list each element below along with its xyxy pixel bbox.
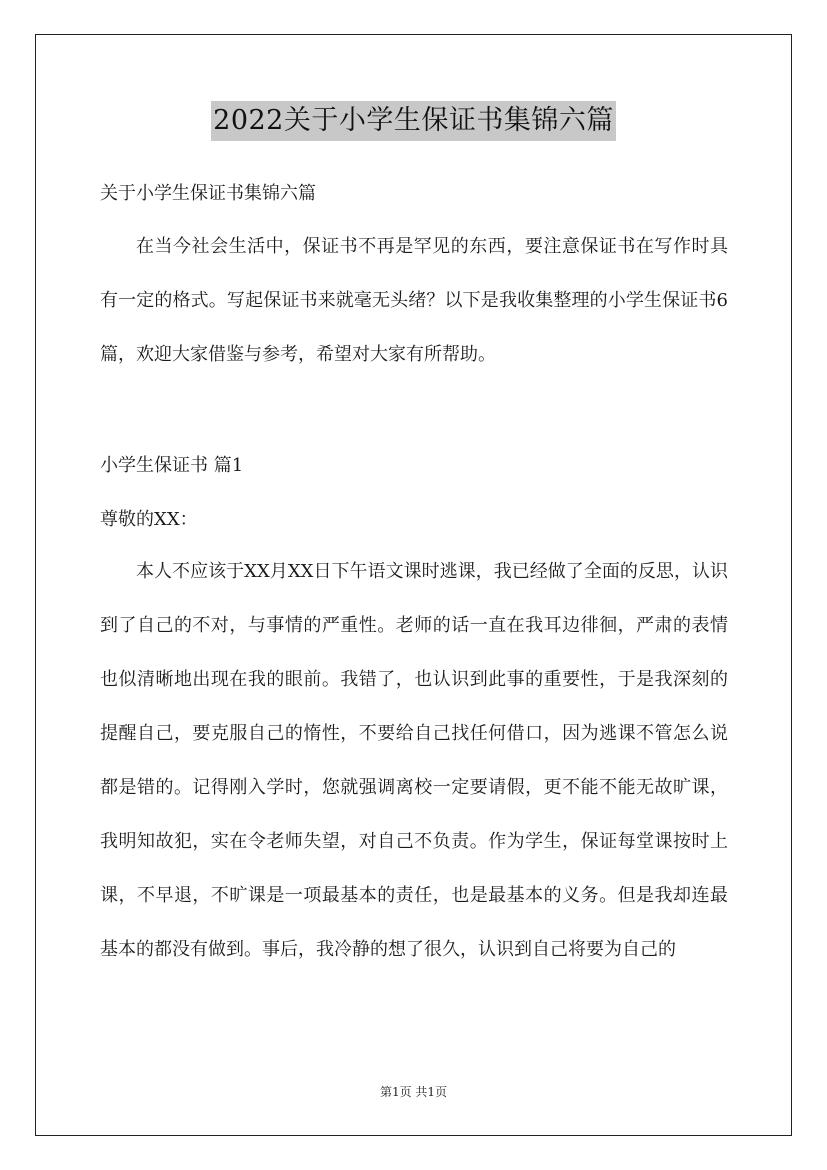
document-subtitle: 关于小学生保证书集锦六篇 xyxy=(100,183,316,204)
document-title: 2022关于小学生保证书集锦六篇 xyxy=(211,101,616,141)
page-footer: 第1页 共1页 xyxy=(379,1085,448,1099)
title-container xyxy=(0,101,827,141)
section-heading: 小学生保证书 篇1 xyxy=(100,455,244,476)
salutation: 尊敬的XX： xyxy=(100,509,198,530)
body-paragraph: 本人不应该于XX月XX日下午语文课时逃课，我已经做了全面的反思，认识到了自己的不对，与事情的严重性。老师的话一直在我耳边徘徊，严肃的表情也似清晰地出现在我的眼前。我错了，也认识到此事的重要性，于是我深刻的提醒自己，要克服自己的惰性，不要给自己找任何借口，因为逃课不管怎么说都是错的。记得刚入学时，您就强调离校一定要请假，更不能不能无故旷课，我明知故犯，实在令老师失望，对自己不负责。作为学生，保证每堂课按时上课，不早退，不旷课是一项最基本的责任，也是最基本的义务。但是我却连最基本的都没有做到。事后，我冷静的想了很久，认识到自己将要为自己的 xyxy=(100,561,728,960)
intro-paragraph: 在当今社会生活中，保证书不再是罕见的东西，要注意保证书在写作时具有一定的格式。写起保证书来就毫无头绪？以下是我收集整理的小学生保证书6篇，欢迎大家借鉴与参考，希望对大家有所帮助。 xyxy=(100,236,728,365)
